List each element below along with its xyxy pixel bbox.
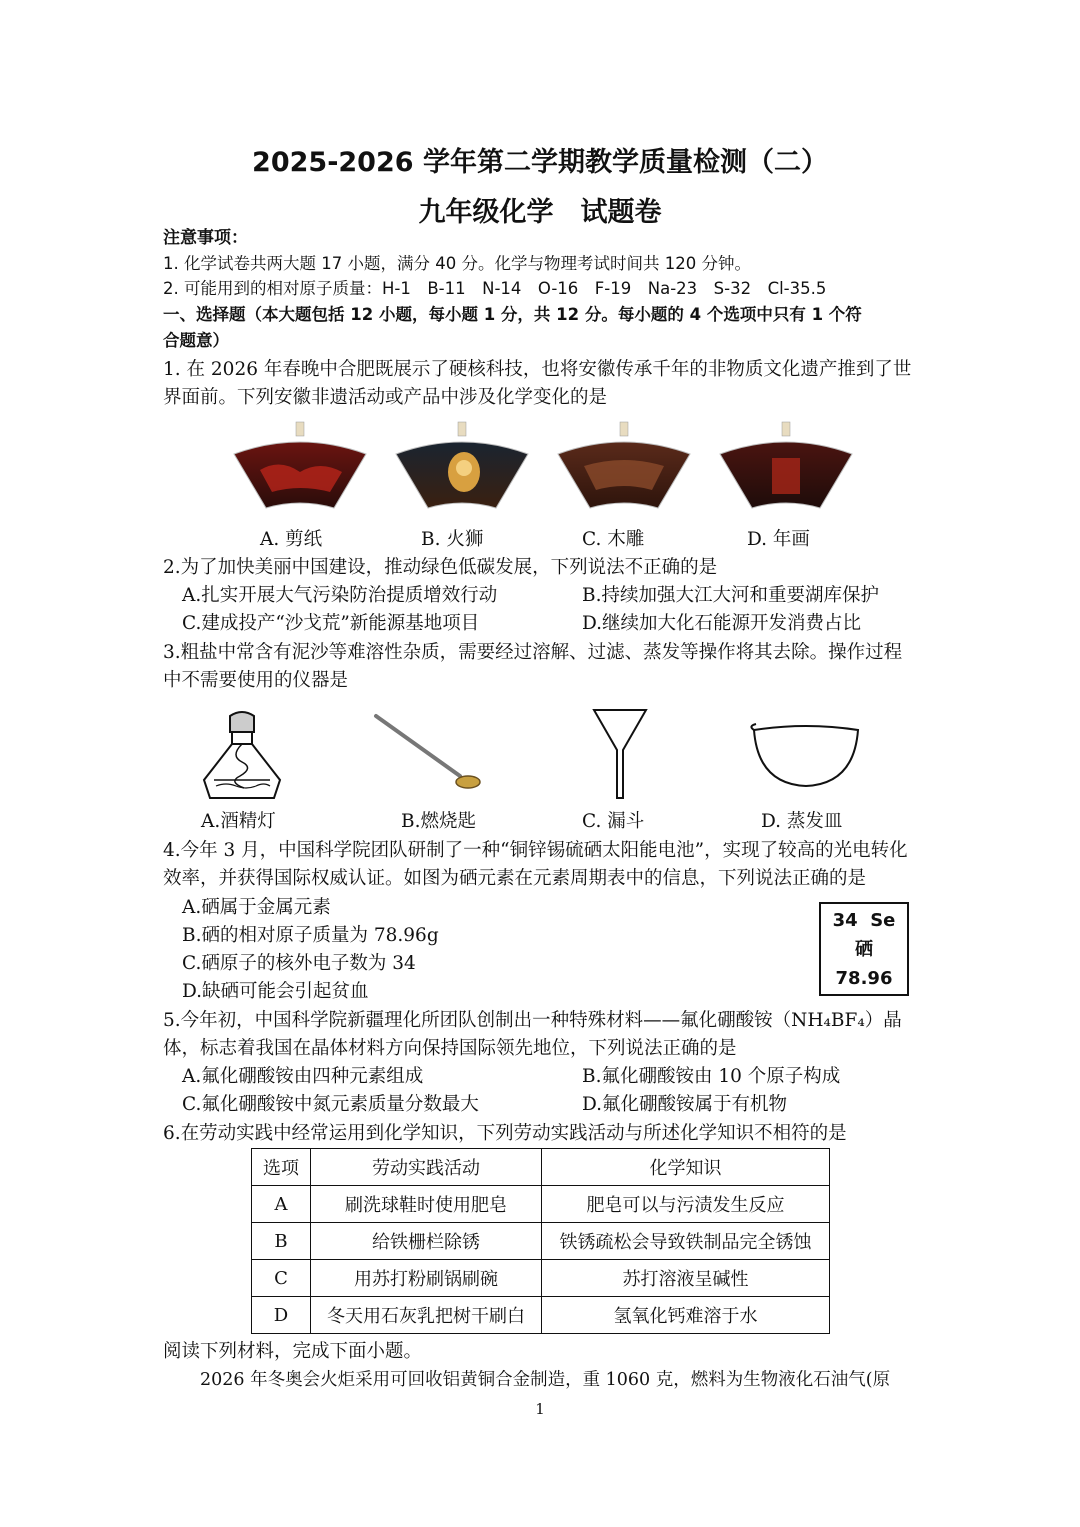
- q1-option-a: A. 剪纸: [260, 529, 323, 550]
- table-cell: C: [252, 1260, 311, 1297]
- page-number: 1: [535, 1400, 545, 1418]
- table-header-cell: 化学知识: [542, 1149, 830, 1186]
- q4-option-d: D.缺硒可能会引起贫血: [182, 981, 369, 1002]
- reading-intro: 阅读下列材料，完成下面小题。: [163, 1341, 423, 1362]
- table-header-row: [252, 1149, 830, 1186]
- q2-stem: 2.为了加快美丽中国建设，推动绿色低碳发展，下列说法不正确的是: [163, 557, 718, 578]
- element-number: 34: [832, 910, 858, 931]
- q6-stem: 6.在劳动实践中经常运用到化学知识，下列劳动实践活动与所述化学知识不相符的是: [163, 1123, 847, 1144]
- table-cell: B: [252, 1223, 311, 1260]
- table-cell: 肥皂可以与污渍发生反应: [542, 1186, 830, 1223]
- table-cell: 给铁栅栏除锈: [311, 1223, 542, 1260]
- q5-option-d: D.氟化硼酸铵属于有机物: [582, 1094, 788, 1115]
- q5-option-a: A.氟化硼酸铵由四种元素组成: [182, 1066, 424, 1087]
- q5-option-b: B.氟化硼酸铵由 10 个原子构成: [582, 1066, 841, 1087]
- new-year-painting-fan-image: [716, 420, 856, 515]
- notice-item-2: 2. 可能用到的相对原子质量：H-1 B-11 N-14 O-16 F-19 Na-23 S-32 Cl-35.5: [163, 279, 827, 298]
- alcohol-lamp-icon: [200, 710, 284, 806]
- section1-line1: 一、选择题（本大题包括 12 小题，每小题 1 分，共 12 分。每小题的 4 个选项中只有 1 个符: [163, 305, 862, 324]
- table-header-cell: 劳动实践活动: [311, 1149, 542, 1186]
- table-row: [252, 1297, 830, 1334]
- q1-stem-line2: 界面前。下列安徽非遗活动或产品中涉及化学变化的是: [163, 387, 608, 408]
- q4-option-a: A.硒属于金属元素: [182, 897, 331, 918]
- table-cell: 苏打溶液呈碱性: [542, 1260, 830, 1297]
- q1-option-b: B. 火狮: [421, 529, 484, 550]
- q3-option-c: C. 漏斗: [582, 811, 645, 832]
- q3-option-d: D. 蒸发皿: [761, 811, 843, 832]
- q5-option-c: C.氟化硼酸铵中氮元素质量分数最大: [182, 1094, 479, 1115]
- table-cell: 氢氧化钙难溶于水: [542, 1297, 830, 1334]
- q5-stem-line2: 体，标志着我国在晶体材料方向保持国际领先地位，下列说法正确的是: [163, 1038, 737, 1059]
- paper-cut-fan-image: [230, 420, 370, 515]
- element-name: 硒: [855, 939, 873, 960]
- q1-option-c: C. 木雕: [582, 529, 645, 550]
- combustion-spoon-icon: [372, 712, 484, 792]
- q2-option-a: A.扎实开展大气污染防治提质增效行动: [182, 585, 498, 606]
- q3-option-b: B.燃烧匙: [401, 811, 476, 832]
- q2-option-d: D.继续加大化石能源开发消费占比: [582, 613, 862, 634]
- notice-heading: 注意事项：: [163, 228, 248, 248]
- table-row: [252, 1186, 830, 1223]
- evaporating-dish-icon: [750, 716, 862, 790]
- table-cell: 刷洗球鞋时使用肥皂: [311, 1186, 542, 1223]
- section1-line2: 合题意）: [163, 331, 229, 350]
- q4-stem-line1: 4.今年 3 月，中国科学院团队研制了一种“铜锌锡硫硒太阳能电池”，实现了较高的光电转化: [163, 840, 908, 861]
- table-row: [252, 1260, 830, 1297]
- table-cell: 用苏打粉刷锅刷碗: [311, 1260, 542, 1297]
- reading-text: 2026 年冬奥会火炬采用可回收铝黄铜合金制造，重 1060 克，燃料为生物液化石油气(原: [200, 1370, 891, 1390]
- table-header-cell: 选项: [252, 1149, 311, 1186]
- table-row: [252, 1223, 830, 1260]
- q3-option-a: A.酒精灯: [201, 811, 276, 832]
- table-cell: D: [252, 1297, 311, 1334]
- q1-option-d: D. 年画: [747, 529, 810, 550]
- q2-option-b: B.持续加强大江大河和重要湖库保护: [582, 585, 879, 606]
- exam-subtitle: 九年级化学 试题卷: [418, 197, 662, 228]
- q4-option-b: B.硒的相对原子质量为 78.96g: [182, 925, 439, 946]
- table-cell: 冬天用石灰乳把树干刷白: [311, 1297, 542, 1334]
- q4-option-c: C.硒原子的核外电子数为 34: [182, 953, 416, 974]
- element-symbol: Se: [870, 910, 896, 931]
- element-mass: 78.96: [835, 968, 893, 989]
- q5-stem-line1: 5.今年初，中国科学院新疆理化所团队创制出一种特殊材料——氟化硼酸铵（NH₄BF₄）晶: [163, 1010, 902, 1031]
- q1-stem-line1: 1. 在 2026 年春晚中合肥既展示了硬核科技，也将安徽传承千年的非物质文化遗产推到了世: [163, 359, 912, 380]
- selenium-element-card: [819, 902, 909, 996]
- notice-item-1: 1. 化学试卷共两大题 17 小题，满分 40 分。化学与物理考试时间共 120 分钟。: [163, 254, 751, 273]
- exam-title: 2025-2026 学年第二学期教学质量检测（二）: [252, 147, 828, 178]
- q3-stem-line1: 3.粗盐中常含有泥沙等难溶性杂质，需要经过溶解、过滤、蒸发等操作将其去除。操作过程: [163, 642, 903, 663]
- funnel-icon: [592, 706, 648, 802]
- q3-stem-line2: 中不需要使用的仪器是: [163, 670, 349, 691]
- wood-carving-fan-image: [554, 420, 694, 515]
- q6-options-table: [251, 1148, 830, 1334]
- table-cell: A: [252, 1186, 311, 1223]
- q4-stem-line2: 效率，并获得国际权威认证。如图为硒元素在元素周期表中的信息，下列说法正确的是: [163, 868, 867, 889]
- table-cell: 铁锈疏松会导致铁制品完全锈蚀: [542, 1223, 830, 1260]
- fire-lion-fan-image: [392, 420, 532, 515]
- q2-option-c: C.建成投产“沙戈荒”新能源基地项目: [182, 613, 480, 634]
